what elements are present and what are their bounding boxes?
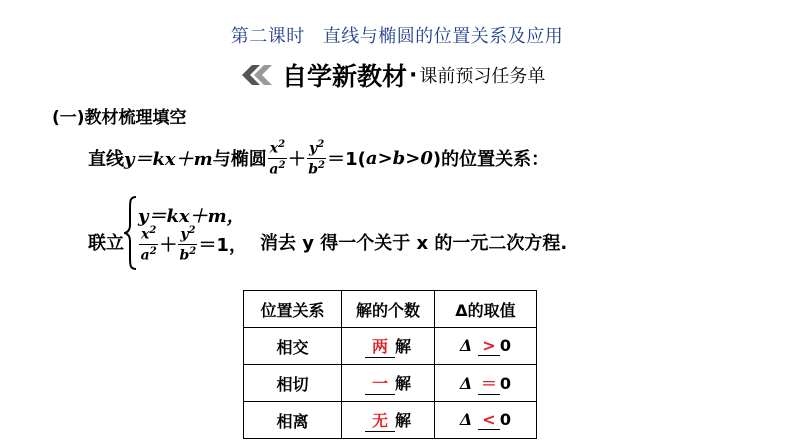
book-logo-icon <box>240 62 276 88</box>
fraction-y2-b2: $\frac{y^2}{b^2}$ <box>179 225 197 264</box>
ellipse-condition: a>b>0 <box>365 147 433 169</box>
banner-main: 自学新教材 <box>282 62 408 91</box>
table-header-row <box>244 291 537 328</box>
left-brace-icon <box>124 195 138 271</box>
header-delta: Δ的取值 <box>435 291 537 328</box>
delta-cell: Δ ＝ 0 <box>435 365 537 402</box>
banner-dot: · <box>409 62 418 88</box>
answer-blank: 两 <box>365 334 395 358</box>
system-label: 联立 <box>88 233 124 254</box>
page-title <box>0 22 794 48</box>
lesson-title: 直线与椭圆的位置关系及应用 <box>322 26 564 47</box>
system-equation-2: $\frac{x^2}{a^2}$ ＋ $\frac{y^2}{b^2}$ ＝1， <box>140 225 247 264</box>
count-cell: 两 解 <box>342 328 435 365</box>
intro-tail: )的位置关系： <box>432 149 550 171</box>
count-cell: 一 解 <box>342 365 435 402</box>
header-relation: 位置关系 <box>244 291 342 328</box>
fraction-x2-a2: $\frac{x^2}{a^2}$ <box>140 225 157 264</box>
relation-cell: 相切 <box>244 365 342 402</box>
intro-lead: 直线 <box>88 149 124 171</box>
intro-line: 直线 y＝kx＋m 与椭圆 $\frac{x^2}{a^2}$ ＋ $\frac{y^2}{b^2}$ ＝1( a>b>0 )的位置关系： <box>88 139 550 178</box>
section-heading: (一)教材梳理填空 <box>52 108 187 128</box>
intro-mid: 与椭圆 <box>212 149 267 171</box>
answer-blank: ＝ <box>478 371 500 395</box>
answer-blank: < <box>478 410 500 430</box>
table-row <box>244 365 537 402</box>
ellipse-rhs: ＝1( <box>327 149 366 171</box>
banner-sub: 课前预习任务单 <box>419 66 546 87</box>
position-relation-table <box>243 290 537 439</box>
answer-blank: 无 <box>365 408 395 432</box>
system-equation-1: y＝kx＋m， <box>138 206 245 227</box>
relation-cell: 相离 <box>244 402 342 439</box>
equation-2-rhs: ＝1， <box>198 235 247 257</box>
header-count: 解的个数 <box>342 291 435 328</box>
answer-blank: > <box>478 336 500 356</box>
lesson-label: 第二课时 <box>230 26 305 47</box>
answer-blank: 一 <box>365 371 395 395</box>
table-row <box>244 328 537 365</box>
line-equation: y＝kx＋m <box>124 149 213 171</box>
delta-cell: Δ < 0 <box>435 402 537 439</box>
fraction-y2-b2: $\frac{y^2}{b^2}$ <box>308 139 325 178</box>
count-cell: 无 解 <box>342 402 435 439</box>
delta-cell: Δ > 0 <box>435 328 537 365</box>
section-banner <box>240 58 545 92</box>
table-row <box>244 402 537 439</box>
elimination-text: 消去 y 得一个关于 x 的一元二次方程. <box>260 233 568 254</box>
fraction-x2-a2: $\frac{x^2}{a^2}$ <box>269 139 286 178</box>
relation-cell: 相交 <box>244 328 342 365</box>
